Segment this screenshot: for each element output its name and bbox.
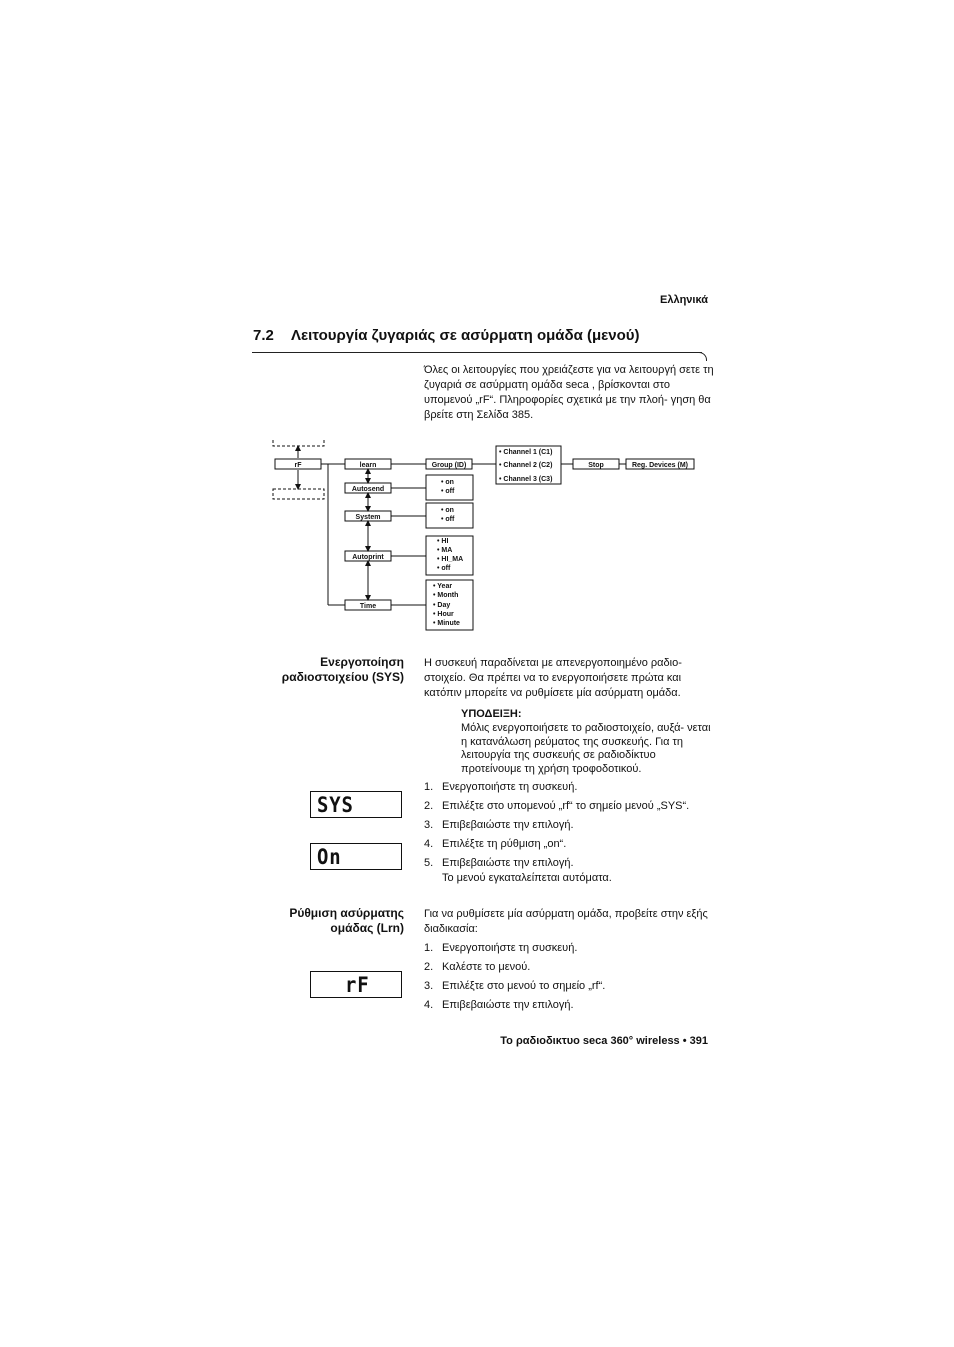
section-number: 7.2	[253, 327, 274, 344]
diagram-autosend-label: Autosend	[351, 486, 385, 493]
sys-body: Η συσκευή παραδίνεται με απενεργοποιημένο ραδιο- στοιχείο. Θα πρέπει να το ενεργοποιήσετε πρώτα και κατόπιν μπορείτε να ρυθμίσετε μία ασύρματη ομάδα.	[424, 657, 682, 699]
display-sys	[310, 791, 402, 818]
diagram-time-option-hour: • Hour	[433, 611, 454, 618]
list-item: 4. Επιλέξτε τη ρύθμιση „on“.	[424, 838, 567, 850]
list-item: 5. Επιβεβαιώστε την επιλογή.	[424, 857, 574, 869]
diagram-time-option-month: • Month	[433, 592, 459, 599]
diagram-time-label: Time	[359, 603, 377, 610]
list-item: 1. Ενεργοποιήστε τη συσκευή.	[424, 781, 578, 793]
intro-paragraph: Όλες οι λειτουργίες που χρειάζεστε για να λειτουργή σετε τη ζυγαριά σε ασύρματη ομάδα seca , βρίσκονται στο υπομενού „rF“. Πληροφορίες σχετικά με την πλοή- γηση θα βρείτε στη Σελίδα 385.	[424, 364, 714, 421]
lrn-steps	[424, 941, 714, 1017]
menu-diagram	[268, 440, 708, 635]
diagram-channel-3: • Channel 3 (C3)	[499, 476, 553, 483]
diagram-learn-label: learn	[359, 462, 377, 469]
diagram-group-label: Group (ID)	[431, 462, 467, 469]
diagram-time-option-minute: • Minute	[433, 620, 460, 627]
list-item: 2. Επιλέξτε στο υπομενού „rf“ το σημείο μενού „SYS“.	[424, 800, 690, 812]
lrn-heading-line1: Ρύθμιση ασύρματης	[289, 906, 404, 920]
display-rf	[310, 971, 402, 998]
diagram-autosend-option-off: • off	[441, 488, 455, 495]
list-item: 3. Επιβεβαιώστε την επιλογή.	[424, 819, 574, 831]
note-title: ΥΠΟΔΕΙΞΗ:	[461, 708, 522, 720]
sys-steps	[424, 780, 714, 875]
diagram-stop-label: Stop	[588, 462, 604, 469]
diagram-system-label: System	[355, 514, 381, 521]
diagram-system-option-off: • off	[441, 516, 455, 523]
diagram-system-option-on: • on	[441, 507, 454, 514]
list-item: 2. Καλέστε το μενού.	[424, 961, 531, 973]
diagram-autoprint-label: Autoprint	[352, 554, 384, 561]
display-on	[310, 843, 402, 870]
diagram-autoprint-option-ma: • MA	[437, 547, 453, 554]
heading-rule-corner	[698, 352, 707, 361]
dashed-box-top	[273, 440, 324, 446]
diagram-autoprint-option-off: • off	[437, 565, 451, 572]
sys-heading-line1: Ενεργοποίηση	[320, 655, 404, 669]
diagram-autosend-option-on: • on	[441, 479, 454, 486]
page-footer: Το ραδιοδικτυο seca 360° wireless • 391	[500, 1035, 708, 1047]
diagram-autoprint-option-hima: • HI_MA	[437, 556, 464, 563]
section-title: Λειτουργία ζυγαριάς σε ασύρματη ομάδα (μενού)	[291, 327, 640, 344]
sys-heading	[244, 655, 404, 685]
diagram-channel-2: • Channel 2 (C2)	[499, 462, 553, 469]
sys-follow-text: Το μενού εγκαταλείπεται αυτόματα.	[442, 872, 612, 884]
diagram-time-option-year: • Year	[433, 583, 453, 590]
diagram-time-option-day: • Day	[433, 602, 451, 609]
diagram-channel-1: • Channel 1 (C1)	[499, 449, 553, 456]
diagram-autoprint-option-hi: • HI	[437, 538, 449, 545]
note-text: Μόλις ενεργοποιήσετε το ραδιοστοιχείο, αυξά- νεται η κατανάλωση ρεύματος της συσκευής. Για τη λειτουργία της συσκευής σε ραδιοδίκτυο προτείνουμε τη χρήση τροφοδοτικού.	[461, 722, 711, 775]
list-item: 1. Ενεργοποιήστε τη συσκευή.	[424, 942, 578, 954]
display-sys-text: SYS	[317, 793, 354, 817]
diagram-rf-label: rF	[294, 462, 302, 469]
display-rf-text: rF	[345, 973, 370, 997]
lrn-body: Για να ρυθμίσετε μία ασύρματη ομάδα, προβείτε στην εξής διαδικασία:	[424, 908, 708, 935]
dashed-box-bottom	[273, 489, 324, 499]
language-label: Ελληνικά	[660, 294, 708, 306]
lrn-heading-line2: ομάδας (Lrn)	[330, 921, 404, 935]
sys-heading-line2: ραδιοστοιχείου (SYS)	[281, 670, 404, 684]
lrn-heading	[244, 906, 404, 936]
list-item: 4. Επιβεβαιώστε την επιλογή.	[424, 999, 574, 1011]
list-item: 3. Επιλέξτε στο μενού το σημείο „rf“.	[424, 980, 606, 992]
diagram-reg-devices-label: Reg. Devices (M)	[631, 462, 689, 469]
heading-rule	[252, 352, 702, 353]
display-on-text: On	[317, 845, 342, 869]
section-heading	[253, 327, 640, 344]
